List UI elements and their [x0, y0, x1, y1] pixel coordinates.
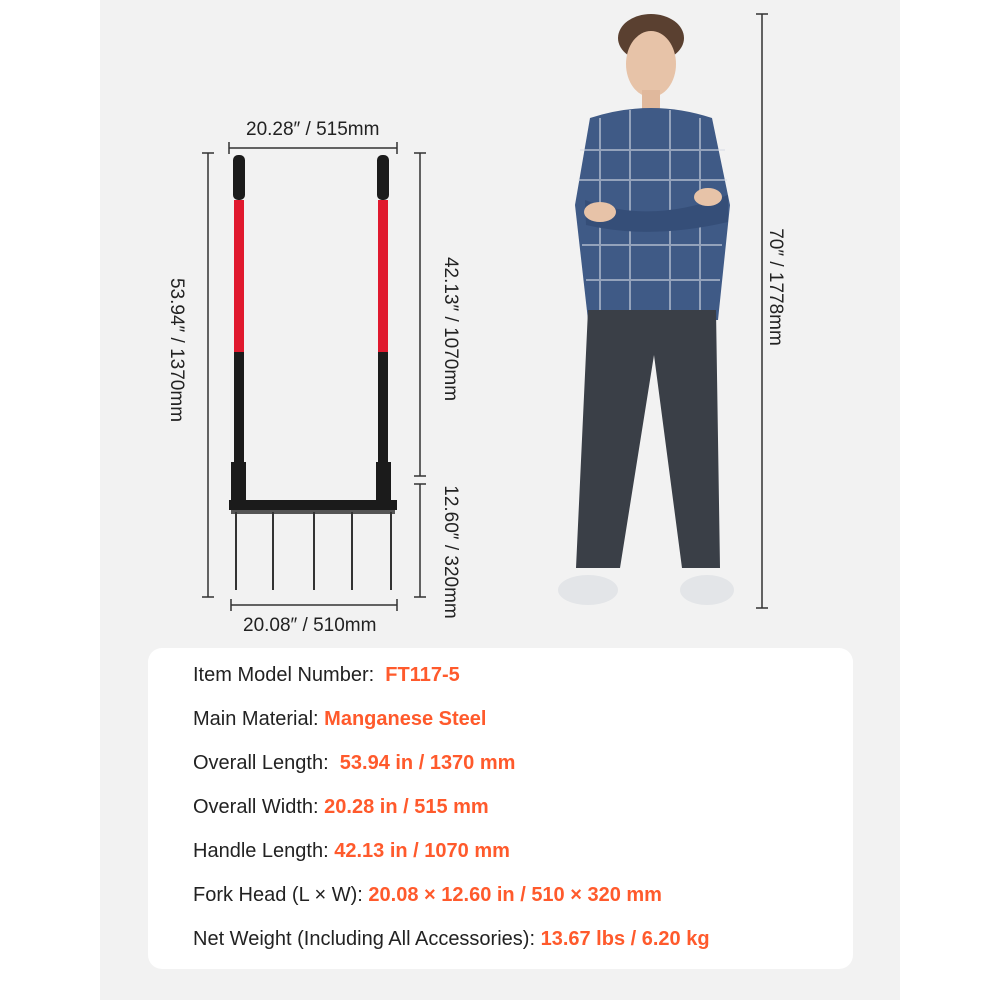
- spec-value: 53.94 in / 1370 mm: [339, 752, 516, 774]
- spec-value: 13.67 lbs / 6.20 kg: [540, 928, 710, 950]
- fork-width-dimension-line: [231, 599, 397, 611]
- fork-width-label: 20.08″ / 510mm: [243, 615, 377, 636]
- spec-row-fork-head: [193, 884, 662, 907]
- spec-row-model: [193, 664, 460, 687]
- spec-label: Overall Length:: [193, 752, 329, 774]
- person-height-label: 70″ / 1778mm: [765, 228, 786, 346]
- spec-label: Main Material:: [193, 708, 319, 730]
- spec-label: Net Weight (Including All Accessories):: [193, 928, 536, 950]
- aerator-tool-illustration: [229, 155, 397, 590]
- spec-row-material: [193, 708, 486, 731]
- handle-length-dimension-line: [414, 153, 426, 476]
- spec-value: 20.28 in / 515 mm: [324, 796, 489, 818]
- spec-row-width: [193, 796, 489, 819]
- spec-row-weight: [193, 928, 710, 951]
- spec-value: 20.08 × 12.60 in / 510 × 320 mm: [368, 884, 662, 906]
- spec-label: Item Model Number:: [193, 664, 375, 686]
- handle-width-label: 20.28″ / 515mm: [246, 119, 380, 140]
- spec-value: FT117-5: [385, 664, 460, 686]
- spec-label: Overall Width:: [193, 796, 319, 818]
- fork-height-label: 12.60″ / 320mm: [440, 485, 461, 619]
- spec-row-handle-length: [193, 840, 510, 863]
- spec-label: Fork Head (L × W):: [193, 884, 363, 906]
- spec-value: Manganese Steel: [324, 708, 487, 730]
- handle-width-dimension-line: [229, 142, 397, 154]
- overall-length-dimension-line: [202, 153, 214, 597]
- spec-label: Handle Length:: [193, 840, 329, 862]
- overall-length-label: 53.94″ / 1370mm: [166, 277, 187, 423]
- person-figure: [558, 14, 734, 605]
- spec-card: [148, 648, 853, 969]
- spec-value: 42.13 in / 1070 mm: [334, 840, 510, 862]
- spec-row-length: [193, 752, 515, 775]
- fork-height-dimension-line: [414, 484, 426, 597]
- handle-length-label: 42.13″ / 1070mm: [440, 256, 461, 402]
